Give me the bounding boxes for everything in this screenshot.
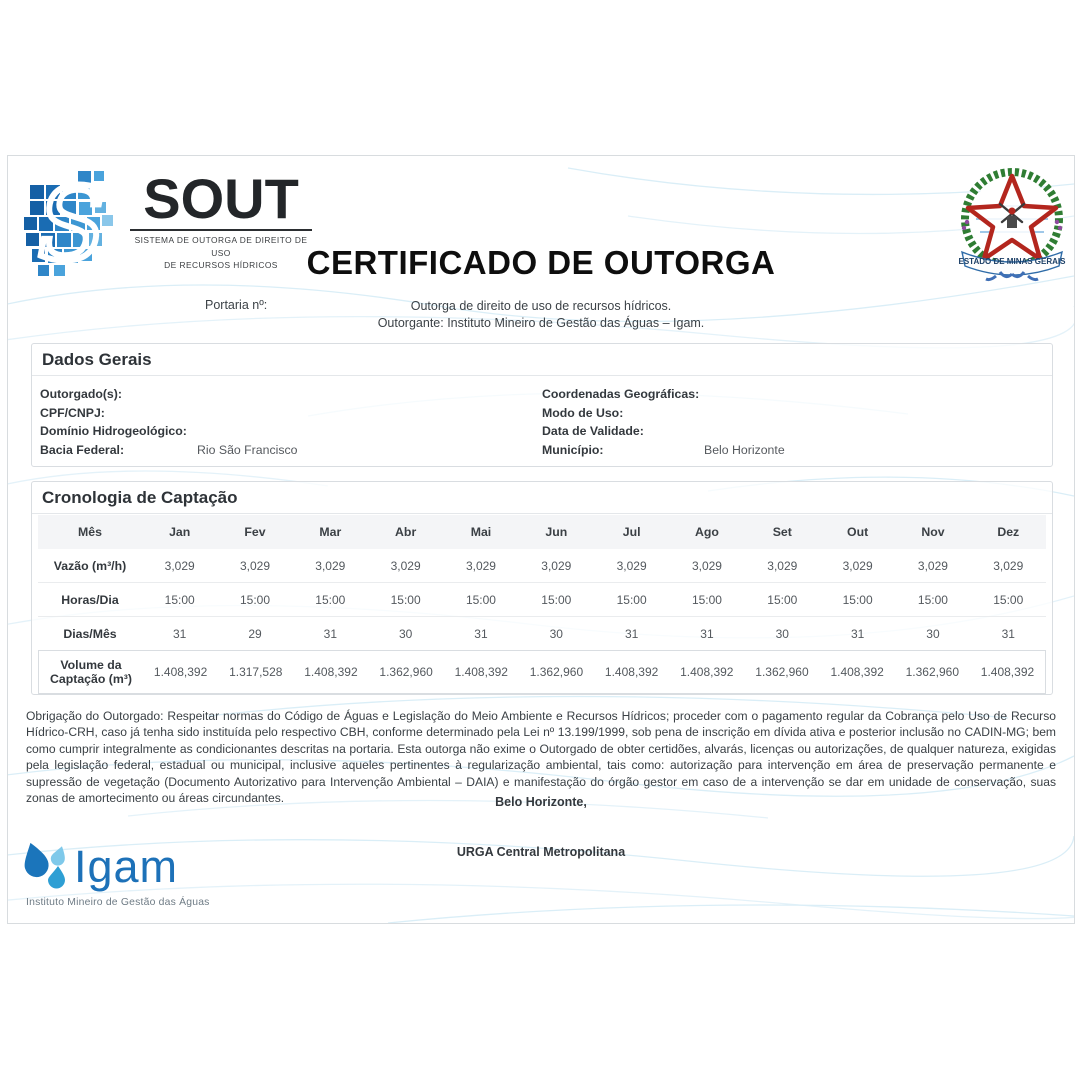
- field-row: [40, 422, 542, 441]
- field-row: [40, 385, 542, 404]
- table-cell: 3,029: [239, 558, 270, 573]
- table-cell: 15:00: [315, 592, 346, 607]
- field-label: Coordenadas Geográficas:: [542, 387, 700, 401]
- table-col-header: Mês: [78, 525, 102, 539]
- field-row: [542, 404, 1044, 423]
- table-col-header: Nov: [921, 525, 945, 539]
- table-col-header: Abr: [395, 525, 417, 539]
- table-cell: 31: [1001, 626, 1015, 641]
- table-cell: 1.408,392: [980, 665, 1035, 679]
- document-subtitle: [8, 298, 1074, 332]
- table-cell: 15:00: [390, 592, 421, 607]
- table-cell: 31: [172, 626, 187, 641]
- table-cell: 31: [474, 626, 488, 641]
- subtitle-line1: Outorga de direito de uso de recursos hídricos.: [410, 299, 672, 313]
- portaria-label: Portaria nº:: [205, 298, 268, 312]
- table-cell: 31: [323, 626, 337, 641]
- table-cell: 3,029: [767, 558, 798, 573]
- table-cell: 15:00: [993, 592, 1024, 607]
- crest-banner-label: ESTADO DE MINAS GERAIS: [958, 257, 1066, 266]
- sout-wordmark: SOUT: [143, 167, 299, 230]
- table-col-header: Fev: [244, 525, 266, 539]
- table-row-horas: [38, 582, 1046, 616]
- table-cell: 15:00: [541, 592, 572, 607]
- table-cell: 3,029: [164, 558, 195, 573]
- table-cell: 15:00: [767, 592, 798, 607]
- table-col-header: Dez: [997, 525, 1020, 539]
- table-cell: 15:00: [239, 592, 270, 607]
- table-cell: 30: [398, 626, 413, 641]
- igam-drops-icon: [22, 840, 74, 896]
- table-col-header: Set: [772, 525, 792, 539]
- table-cell: 15:00: [917, 592, 948, 607]
- table-row-vazao: [38, 549, 1046, 582]
- table-row-dias: [38, 616, 1046, 650]
- table-cell: 1.408,392: [604, 665, 659, 679]
- table-cell: 3,029: [842, 558, 873, 573]
- table-row-volume: [38, 650, 1046, 694]
- table-cell: 15:00: [465, 592, 496, 607]
- field-row: [542, 441, 1044, 460]
- city-date-line: Belo Horizonte,: [495, 795, 587, 809]
- table-col-header: Jun: [545, 525, 568, 539]
- field-label: Outorgado(s):: [40, 387, 122, 401]
- table-cell: 1.362,960: [755, 665, 809, 679]
- table-cell: 3,029: [541, 558, 572, 573]
- table-col-header: Jan: [169, 525, 191, 539]
- field-label: Bacia Federal:: [40, 442, 125, 457]
- table-cell: 3,029: [993, 558, 1024, 573]
- table-cell: 1.408,392: [153, 665, 208, 679]
- captacao-table: [38, 515, 1046, 694]
- table-cell: 3,029: [616, 558, 647, 573]
- obligation-paragraph: Obrigação do Outorgado: Respeitar normas do Código de Águas e Legislação do Meio Ambiente e Recursos Hídricos; proceder com o pagamento regular da Cobrança pelo Uso de Recurso Hídrico-CRH, caso já tenha sido instituída pelo respectivo CBH, conforme determinado pela Lei nº 13.199/1999, sob pena de inscrição em dívida ativa e posterior inclusão no CADIN-MG; bem como cumprir integralmente as condicionantes descritas na portaria. Esta outorga não exime o Outorgado de obter certidões, alvarás, licenças ou autorizações, de qualquer natureza, exigidas pela legislação federal, estadual ou municipal, inclusive aqueles pertinentes à regularização ambiental, tais como: autorização para intervenção em área de preservação permanente e supressão de vegetação (Documento Autorizativo para Intervenção Ambiental – DAIA) e manifestação do órgão gestor em caso de a intervenção se dar em unidade de conservação, suas zonas de amortecimento ou áreas circundantes.: [26, 709, 1056, 806]
- table-cell: 31: [624, 626, 639, 641]
- row-label: Volume da Captação (m³): [50, 658, 132, 686]
- table-cell: 15:00: [842, 592, 873, 607]
- table-cell: 1.362,960: [529, 665, 584, 679]
- table-cell: 1.408,392: [454, 665, 508, 679]
- table-cell: 30: [926, 626, 940, 641]
- sout-s-glyph: S: [37, 171, 107, 277]
- table-cell: 31: [700, 626, 714, 641]
- dados-left-column: [40, 385, 542, 459]
- table-cell: 1.408,392: [304, 665, 358, 679]
- field-value: Rio São Francisco: [197, 442, 298, 457]
- table-cell: 29: [248, 626, 262, 641]
- table-cell: 1.408,392: [830, 665, 884, 679]
- table-cell: 3,029: [691, 558, 722, 573]
- dados-right-column: [542, 385, 1044, 459]
- urga-office-line: URGA Central Metropolitana: [456, 845, 626, 859]
- certificate-card: [7, 155, 1075, 924]
- field-row: [40, 441, 542, 460]
- field-value: Belo Horizonte: [704, 442, 785, 457]
- section-dados-gerais: [31, 343, 1053, 467]
- field-label: CPF/CNPJ:: [40, 405, 105, 420]
- table-cell: 1.317,528: [229, 665, 283, 679]
- table-cell: 15:00: [691, 592, 722, 607]
- sout-tagline-line2: DE RECURSOS HÍDRICOS: [164, 260, 278, 270]
- field-row: [40, 404, 542, 423]
- table-cell: 30: [775, 626, 789, 641]
- table-cell: 3,029: [917, 558, 948, 573]
- field-label: Município:: [542, 442, 604, 457]
- row-label: Dias/Mês: [63, 626, 117, 641]
- table-header-row: [38, 515, 1046, 549]
- igam-wordmark: Igam: [74, 841, 179, 892]
- table-cell: 3,029: [465, 558, 496, 573]
- field-label: Domínio Hidrogeológico:: [40, 424, 187, 438]
- table-col-header: Mar: [319, 525, 342, 539]
- table-cell: 1.408,392: [680, 665, 734, 679]
- table-cell: 1.362,960: [379, 665, 433, 679]
- section-cronologia: [31, 481, 1053, 695]
- field-label: Modo de Uso:: [542, 405, 624, 420]
- field-row: [542, 422, 1044, 441]
- subtitle-line2: Outorgante: Instituto Mineiro de Gestão das Águas – Igam.: [377, 316, 705, 330]
- table-cell: 30: [549, 626, 563, 641]
- igam-logo: [22, 840, 252, 908]
- table-cell: 15:00: [164, 592, 195, 607]
- sout-tagline-line1: SISTEMA DE OUTORGA DE DIREITO DE USO: [134, 235, 308, 258]
- row-label: Horas/Dia: [61, 592, 119, 607]
- table-cell: 31: [850, 626, 865, 641]
- section-title-dados-gerais: Dados Gerais: [32, 344, 1052, 376]
- table-cell: 15:00: [616, 592, 647, 607]
- table-cell: 3,029: [315, 558, 346, 573]
- table-cell: 3,029: [390, 558, 421, 573]
- field-label: Data de Validade:: [542, 424, 644, 438]
- field-row: [542, 385, 1044, 404]
- section-title-cronologia: Cronologia de Captação: [32, 482, 1052, 514]
- igam-tagline: Instituto Mineiro de Gestão das Águas: [26, 897, 210, 908]
- table-col-header: Mai: [470, 525, 492, 539]
- row-label: Vazão (m³/h): [53, 558, 127, 573]
- table-col-header: Out: [847, 525, 869, 539]
- document-title: CERTIFICADO DE OUTORGA: [306, 244, 776, 281]
- table-cell: 1.362,960: [905, 665, 959, 679]
- table-col-header: Jul: [622, 525, 641, 539]
- table-col-header: Ago: [695, 525, 719, 539]
